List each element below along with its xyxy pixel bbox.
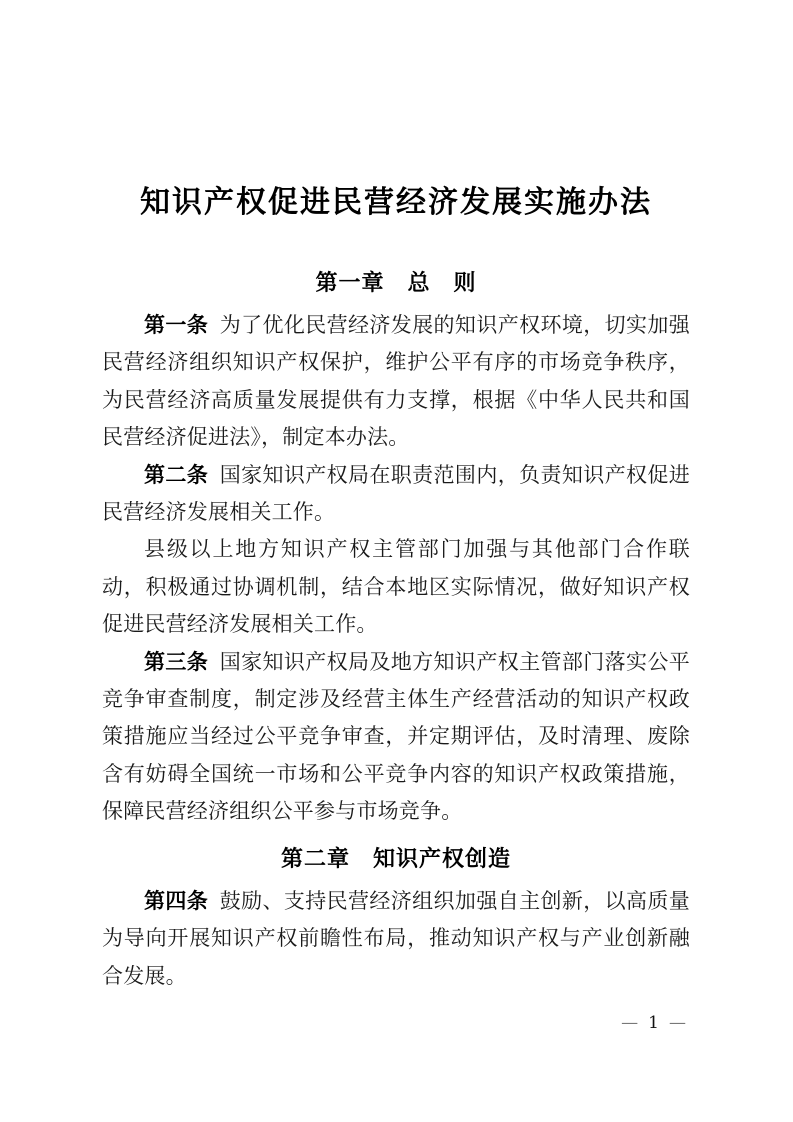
article-3-label: 第三条	[144, 649, 209, 674]
footer-dash-left: —	[621, 1013, 641, 1033]
page-number-footer	[621, 1012, 688, 1034]
article-2-label: 第二条	[144, 462, 209, 487]
chapter-2-heading: 第二章 知识产权创造	[280, 846, 511, 872]
article-1-text: 为了优化民营经济发展的知识产权环境，切实加强民营经济组织知识产权保护，维护公平有序的市场竞争秩序，为民营经济高质量发展提供有力支撑，根据《中华人民共和国民营经济促进法》，制定本办法。	[102, 313, 690, 450]
chapter-2	[102, 845, 690, 995]
article-2-continuation-paragraph	[102, 531, 690, 643]
chapter-1-heading: 第一章 总 则	[315, 271, 477, 296]
article-4-label: 第四条	[144, 888, 209, 913]
article-2-continuation-text: 县级以上地方知识产权主管部门加强与其他部门合作联动，积极通过协调机制，结合本地区实际情况，做好知识产权促进民营经济发展相关工作。	[102, 537, 690, 637]
chapter-1	[102, 269, 690, 831]
footer-page-number: 1	[648, 1013, 661, 1033]
article-2-paragraph	[102, 457, 690, 532]
article-3-text: 国家知识产权局及地方知识产权主管部门落实公平竞争审查制度，制定涉及经营主体生产经营活动的知识产权政策措施应当经过公平竞争审查，并定期评估，及时清理、废除含有妨碍全国统一市场和公平竞争内容的知识产权政策措施，保障民营经济组织公平参与市场竞争。	[102, 649, 690, 824]
footer-dash-right: —	[669, 1013, 688, 1033]
article-1-label: 第一条	[144, 313, 209, 337]
article-4-text: 鼓励、支持民营经济组织加强自主创新，以高质量为导向开展知识产权前瞻性布局，推动知识产权与产业创新融合发展。	[102, 888, 690, 988]
article-4-paragraph	[102, 883, 690, 995]
article-1-paragraph	[102, 307, 690, 457]
article-3-paragraph	[102, 644, 690, 831]
document-title: 知识产权促进民营经济发展实施办法	[140, 185, 652, 220]
article-2-text: 国家知识产权局在职责范围内，负责知识产权促进民营经济发展相关工作。	[102, 462, 690, 525]
